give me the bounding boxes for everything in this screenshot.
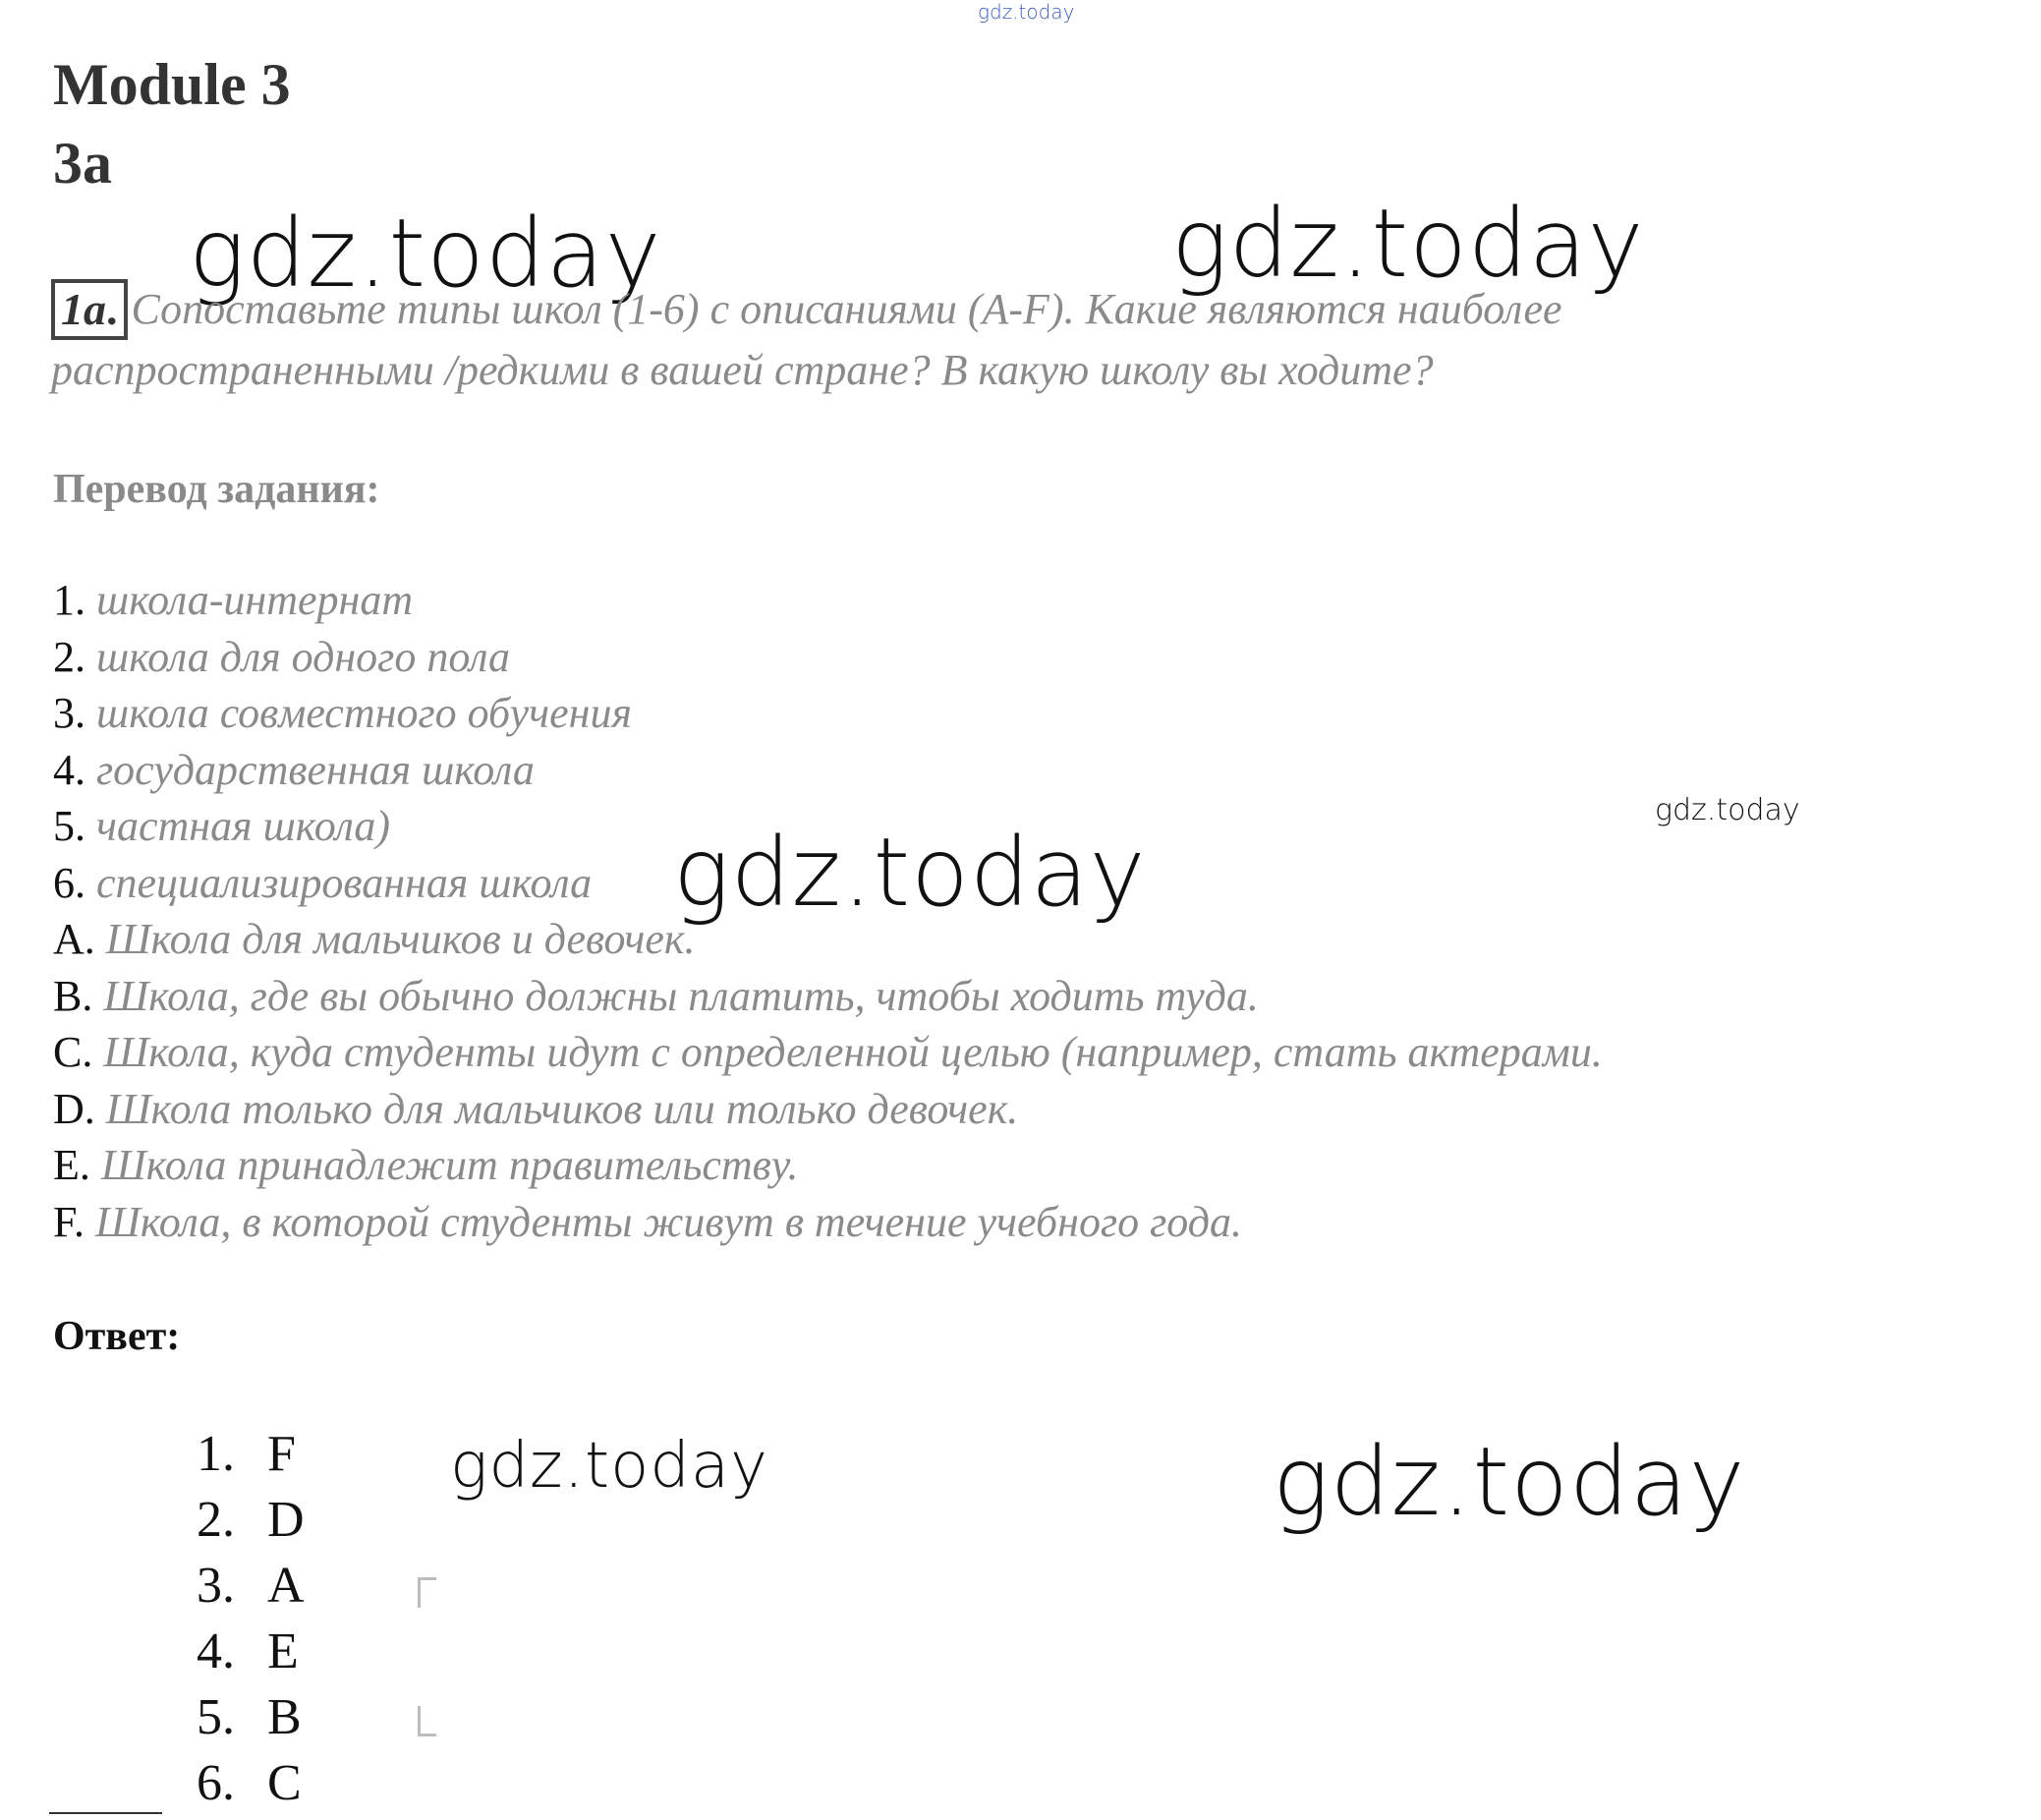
list-item xyxy=(53,572,1603,629)
list-item xyxy=(53,1194,1603,1251)
item-key: 6. xyxy=(53,858,85,907)
item-text: Школа, куда студенты идут с определенной целью (например, стать актерами. xyxy=(103,1028,1603,1076)
item-key: 5. xyxy=(53,802,85,850)
list-item xyxy=(53,629,1603,686)
corner-mark-top xyxy=(418,1577,436,1608)
item-text: Школа, в которой студенты живут в течение учебного года. xyxy=(94,1197,1242,1246)
answer-item xyxy=(197,1750,305,1816)
answer-value: B xyxy=(267,1689,302,1745)
item-text: школа совместного обучения xyxy=(96,689,632,737)
answer-item xyxy=(197,1553,305,1619)
answer-list xyxy=(197,1421,305,1816)
answer-item xyxy=(197,1421,305,1487)
list-item xyxy=(53,911,1603,968)
answer-number: 1. xyxy=(197,1426,235,1482)
answer-number: 3. xyxy=(197,1558,235,1614)
answer-item xyxy=(197,1619,305,1684)
item-key: 4. xyxy=(53,745,85,794)
answer-value: A xyxy=(267,1558,305,1614)
answer-value: F xyxy=(267,1426,296,1482)
item-key: D. xyxy=(53,1084,95,1133)
item-key: 1. xyxy=(53,576,85,624)
section-title: 3a xyxy=(53,131,112,196)
answer-number: 6. xyxy=(197,1755,235,1811)
watermark-large: gdz.today xyxy=(673,818,1147,928)
task-number-badge xyxy=(51,279,128,340)
task-number: 1a xyxy=(61,284,106,334)
watermark-small: gdz.today xyxy=(1655,793,1800,827)
list-item xyxy=(53,968,1603,1025)
task-text: Сопоставьте типы школ (1-6) с описаниями (A-F). Какие являются наиболее распространенными /редкими в вашей стране? В какую школу вы ходите? xyxy=(51,285,1562,394)
item-key: 3. xyxy=(53,689,85,737)
item-text: Школа для мальчиков и девочек. xyxy=(105,915,696,963)
item-key: F. xyxy=(53,1197,85,1246)
item-text: школа для одного пола xyxy=(96,632,510,681)
list-item xyxy=(53,742,1603,799)
watermark-large: gdz.today xyxy=(189,199,662,309)
item-text: Школа, где вы обычно должны платить, чтобы ходить туда. xyxy=(103,971,1259,1020)
item-text: Школа только для мальчиков или только девочек. xyxy=(105,1084,1019,1133)
item-key: B. xyxy=(53,971,93,1020)
watermark-large: gdz.today xyxy=(1273,1427,1746,1537)
item-key: C. xyxy=(53,1028,93,1076)
module-title: Module 3 xyxy=(53,52,291,117)
answer-number: 4. xyxy=(197,1623,235,1679)
task-statement xyxy=(51,279,1918,401)
task-number-dot: . xyxy=(106,284,118,334)
list-item xyxy=(53,798,1603,855)
item-key: 2. xyxy=(53,632,85,681)
answer-number: 5. xyxy=(197,1689,235,1745)
item-text: специализированная школа xyxy=(96,858,593,907)
list-item xyxy=(53,855,1603,912)
watermark-medium: gdz.today xyxy=(450,1430,768,1503)
item-text: школа-интернат xyxy=(96,576,414,624)
item-text: государственная школа xyxy=(96,745,535,794)
translation-list xyxy=(53,572,1603,1250)
watermark-top: gdz.today xyxy=(978,0,1075,24)
item-key: E. xyxy=(53,1141,90,1189)
list-item xyxy=(53,1024,1603,1081)
item-text: частная школа) xyxy=(96,802,390,850)
answer-number: 2. xyxy=(197,1492,235,1548)
answer-item xyxy=(197,1487,305,1553)
list-item xyxy=(53,1081,1603,1138)
corner-mark-bottom xyxy=(418,1706,436,1736)
list-item xyxy=(53,685,1603,742)
answer-value: C xyxy=(267,1755,302,1811)
answer-item xyxy=(197,1684,305,1750)
footnote-rule xyxy=(49,1812,162,1814)
item-key: A. xyxy=(53,915,95,963)
watermark-large: gdz.today xyxy=(1171,189,1645,299)
item-text: Школа принадлежит правительству. xyxy=(100,1141,799,1189)
translation-heading: Перевод задания: xyxy=(53,467,380,512)
answer-heading: Ответ: xyxy=(53,1314,181,1359)
answer-value: E xyxy=(267,1623,299,1679)
answer-value: D xyxy=(267,1492,305,1548)
list-item xyxy=(53,1137,1603,1194)
